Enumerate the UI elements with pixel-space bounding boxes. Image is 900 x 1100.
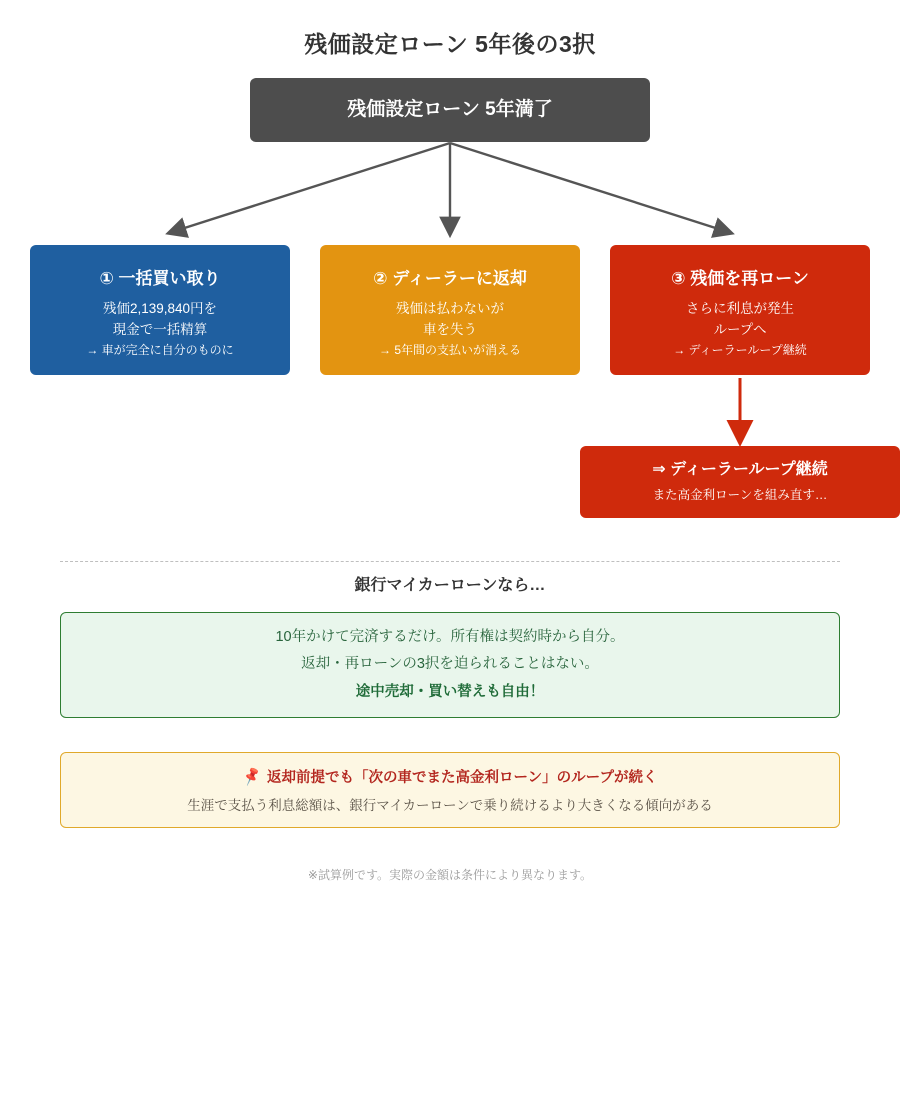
option-1-line-3: → 車が完全に自分のものに [86, 342, 234, 357]
bank-line-1: 10年かけて完済するだけ。所有権は契約時から自分。 [275, 628, 625, 645]
node-option-buyout [30, 245, 290, 375]
option-3-line-3: → ディーラーループ継続 [673, 342, 807, 357]
warning-head-text: 返却前提でも「次の車でまた高金利ローン」のループが続く [266, 770, 658, 786]
bank-line-2: 返却・再ローンの3択を迫られることはない。 [301, 656, 599, 673]
node-option-return [320, 245, 580, 375]
option-1-line-2: 現金で一括精算 [112, 321, 208, 337]
node-loan-maturity [250, 78, 650, 142]
node-loan-maturity-label: 残価設定ローン 5年満了 [347, 98, 553, 120]
option-2-line-2: 車を失う [423, 321, 477, 337]
bank-section-title: 銀行マイカーローンなら… [354, 577, 546, 594]
bank-loan-callout [60, 612, 840, 718]
node-option-refinance [610, 245, 870, 375]
option-3-title: ③ 残価を再ローン [671, 268, 809, 288]
page-title: 残価設定ローン 5年後の3択 [304, 31, 596, 57]
option-2-line-3: → 5年間の支払いが消える [378, 342, 521, 357]
option-2-line-1: 残価は払わないが [396, 300, 504, 316]
footnote: ※試算例です。実際の金額は条件により異なります。 [307, 868, 593, 882]
option-2-title: ② ディーラーに返却 [373, 268, 527, 288]
node-dealer-loop [580, 446, 900, 518]
option-1-title: ① 一括買い取り [99, 268, 221, 288]
loop-node-title: ⇒ ディーラーループ継続 [652, 461, 828, 479]
option-3-line-1: さらに利息が発生 [686, 300, 794, 316]
warning-callout [60, 752, 840, 828]
section-divider [60, 561, 840, 562]
option-3-line-2: ループへ [713, 321, 767, 337]
warning-sub-text: 生涯で支払う利息総額は、銀行マイカーローンで乗り続けるより大きくなる傾向がある [187, 798, 713, 813]
pushpin-icon: 📌 [240, 765, 263, 787]
option-1-line-1: 残価2,139,840円を [102, 300, 218, 316]
warning-head-row [240, 765, 658, 787]
bank-line-3: 途中売却・買い替えも自由！ [355, 683, 545, 700]
loop-node-sub: また高金利ローンを組み直す… [652, 487, 828, 502]
